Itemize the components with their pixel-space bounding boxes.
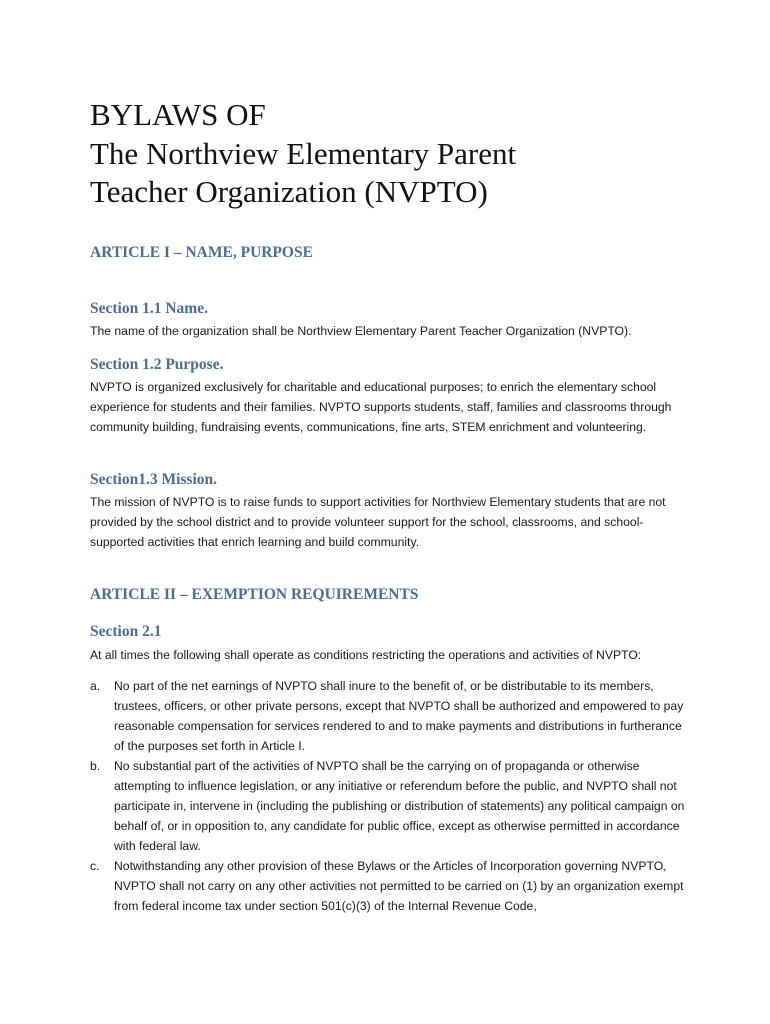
section-2-1-heading: Section 2.1 (90, 623, 162, 640)
section-1-1-body: The name of the organization shall be Northview Elementary Parent Teacher Organization (NVPTO). (90, 324, 632, 338)
list-marker: b. (90, 759, 101, 773)
section-1-3-heading: Section1.3 Mission. (90, 471, 218, 488)
list-item (90, 676, 690, 756)
article-2-heading: ARTICLE II – EXEMPTION REQUIREMENTS (90, 586, 419, 603)
list-item-text: Notwithstanding any other provision of these Bylaws or the Articles of Incorporation governing NVPTO, NVPTO shall not carry on any other activities not permitted to be carried on (1) by an organization exempt from federal income tax under section 501(c)(3) of the Internal Revenue Code, (114, 859, 684, 913)
title-line-1: BYLAWS OF (90, 97, 266, 132)
title-line-2: The Northview Elementary Parent (90, 135, 517, 171)
list-item (90, 756, 690, 856)
document-title (90, 96, 730, 212)
article-1-heading: ARTICLE I – NAME, PURPOSE (90, 244, 313, 261)
section-1-3-body: The mission of NVPTO is to raise funds to support activities for Northview Elementary students that are not provided by the school district and to provide volunteer support for the school, classrooms, and school-supported activities that enrich learning and build community. (90, 495, 666, 549)
section-1-1-heading: Section 1.1 Name. (90, 300, 208, 317)
section-2-1-intro: At all times the following shall operate as conditions restricting the operations and activities of NVPTO: (90, 648, 642, 662)
list-item (90, 856, 690, 916)
section-1-2-heading: Section 1.2 Purpose. (90, 356, 224, 373)
conditions-list (90, 676, 690, 916)
list-item-text: No part of the net earnings of NVPTO shall inure to the benefit of, or be distributable to its members, trustees, officers, or other private persons, except that NVPTO shall be authorized and empowered to pay reasonable compensation for services rendered to and to make payments and distributions in furtherance of the purposes set forth in Article I. (114, 679, 684, 753)
section-1-2-body: NVPTO is organized exclusively for charitable and educational purposes; to enrich the elementary school experience for students and their families. NVPTO supports students, staff, families and classrooms through community building, fundraising events, communications, fine arts, STEM enrichment and volunteering. (90, 380, 672, 434)
list-marker: a. (90, 679, 101, 693)
title-line-3: Teacher Organization (NVPTO) (90, 174, 488, 209)
list-item-text: No substantial part of the activities of NVPTO shall be the carrying on of propaganda or otherwise attempting to influence legislation, or any initiative or referendum before the public, and NVPTO shall not participate in, intervene in (including the publishing or distribution of statements) any political campaign on behalf of, or in opposition to, any candidate for public office, except as otherwise permitted in accordance with federal law. (114, 759, 685, 853)
list-marker: c. (90, 859, 100, 873)
